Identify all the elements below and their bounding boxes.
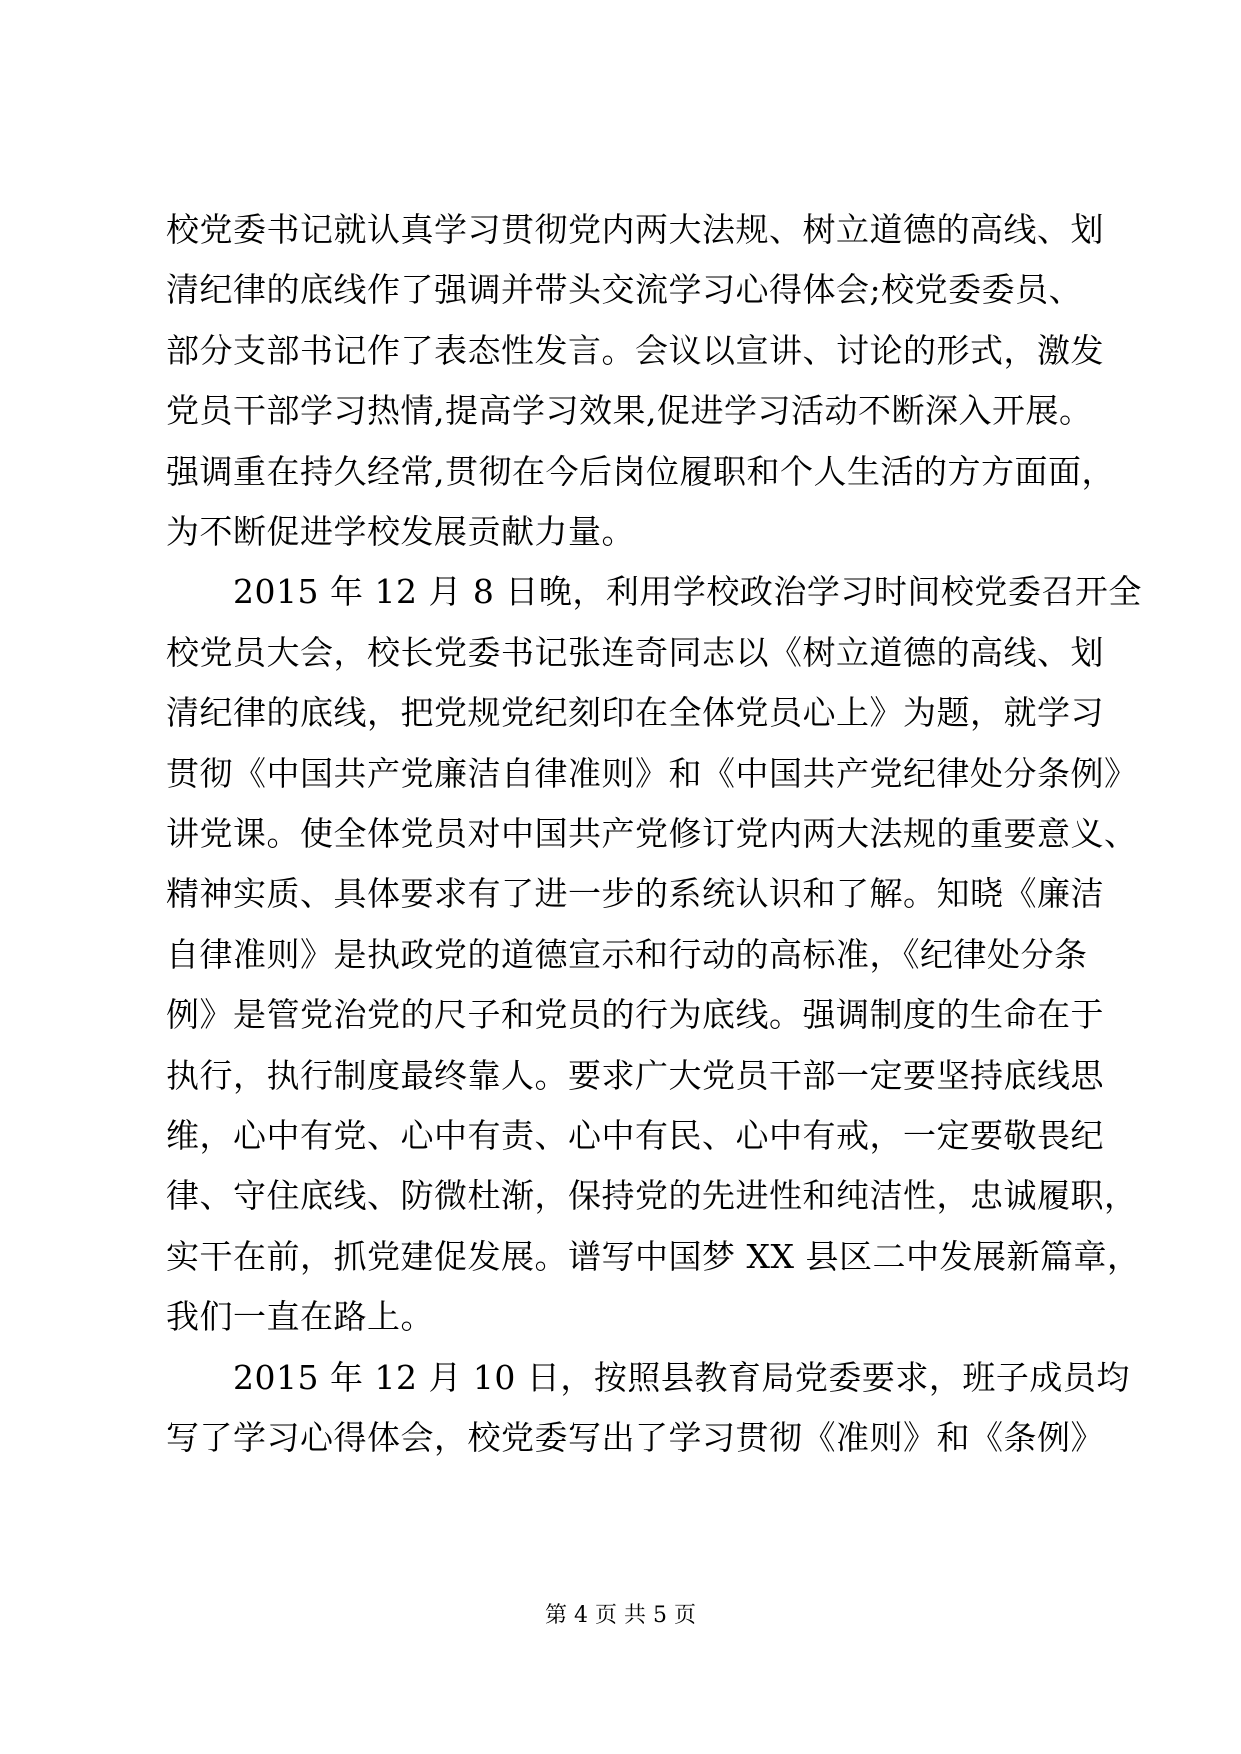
text-line: 为不断促进学校发展贡献力量。 <box>166 512 635 551</box>
text-line: 校党员大会，校长党委书记张连奇同志以《树立道德的高线、划 <box>166 633 1104 672</box>
text-line: 维，心中有党、心中有责、心中有民、心中有戒，一定要敬畏纪 <box>166 1116 1104 1155</box>
text-line: 精神实质、具体要求有了进一步的系统认识和了解。知晓《廉洁 <box>166 874 1104 913</box>
text-line: 校党委书记就认真学习贯彻党内两大法规、树立道德的高线、划 <box>166 210 1104 249</box>
text-line: 贯彻《中国共产党廉洁自律准则》和《中国共产党纪律处分条例》 <box>166 754 1138 793</box>
text-line: 自律准则》是执政党的道德宣示和行动的高标准，《纪律处分条 <box>166 935 1088 974</box>
text-line: 实干在前，抓党建促发展。谱写中国梦 XX 县区二中发展新篇章， <box>166 1237 1141 1276</box>
text-line: 清纪律的底线，把党规党纪刻印在全体党员心上》为题，就学习 <box>166 693 1104 732</box>
text-line: 律、守住底线、防微杜渐，保持党的先进性和纯洁性，忠诚履职， <box>166 1176 1138 1215</box>
text-line: 我们一直在路上。 <box>166 1297 434 1336</box>
text-line: 例》是管党治党的尺子和党员的行为底线。强调制度的生命在于 <box>166 995 1104 1034</box>
text-line: 2015 年 12 月 10 日，按照县教育局党委要求，班子成员均 <box>166 1358 1130 1397</box>
text-line: 执行，执行制度最终靠人。要求广大党员干部一定要坚持底线思 <box>166 1056 1104 1095</box>
text-line: 强调重在持久经常,贯彻在今后岗位履职和个人生活的方方面面， <box>166 452 1115 491</box>
text-line: 2015 年 12 月 8 日晚，利用学校政治学习时间校党委召开全 <box>166 572 1142 611</box>
text-line: 讲党课。使全体党员对中国共产党修订党内两大法规的重要意义、 <box>166 814 1138 853</box>
text-line: 写了学习心得体会，校党委写出了学习贯彻《准则》和《条例》 <box>166 1418 1104 1457</box>
text-line: 清纪律的底线作了强调并带头交流学习心得体会;校党委委员、 <box>166 270 1083 309</box>
page-number-footer: 第 4 页 共 5 页 <box>545 1603 696 1628</box>
text-line: 党员干部学习热情,提高学习效果,促进学习活动不断深入开展。 <box>166 391 1093 430</box>
text-line: 部分支部书记作了表态性发言。会议以宣讲、讨论的形式，激发 <box>166 331 1104 370</box>
